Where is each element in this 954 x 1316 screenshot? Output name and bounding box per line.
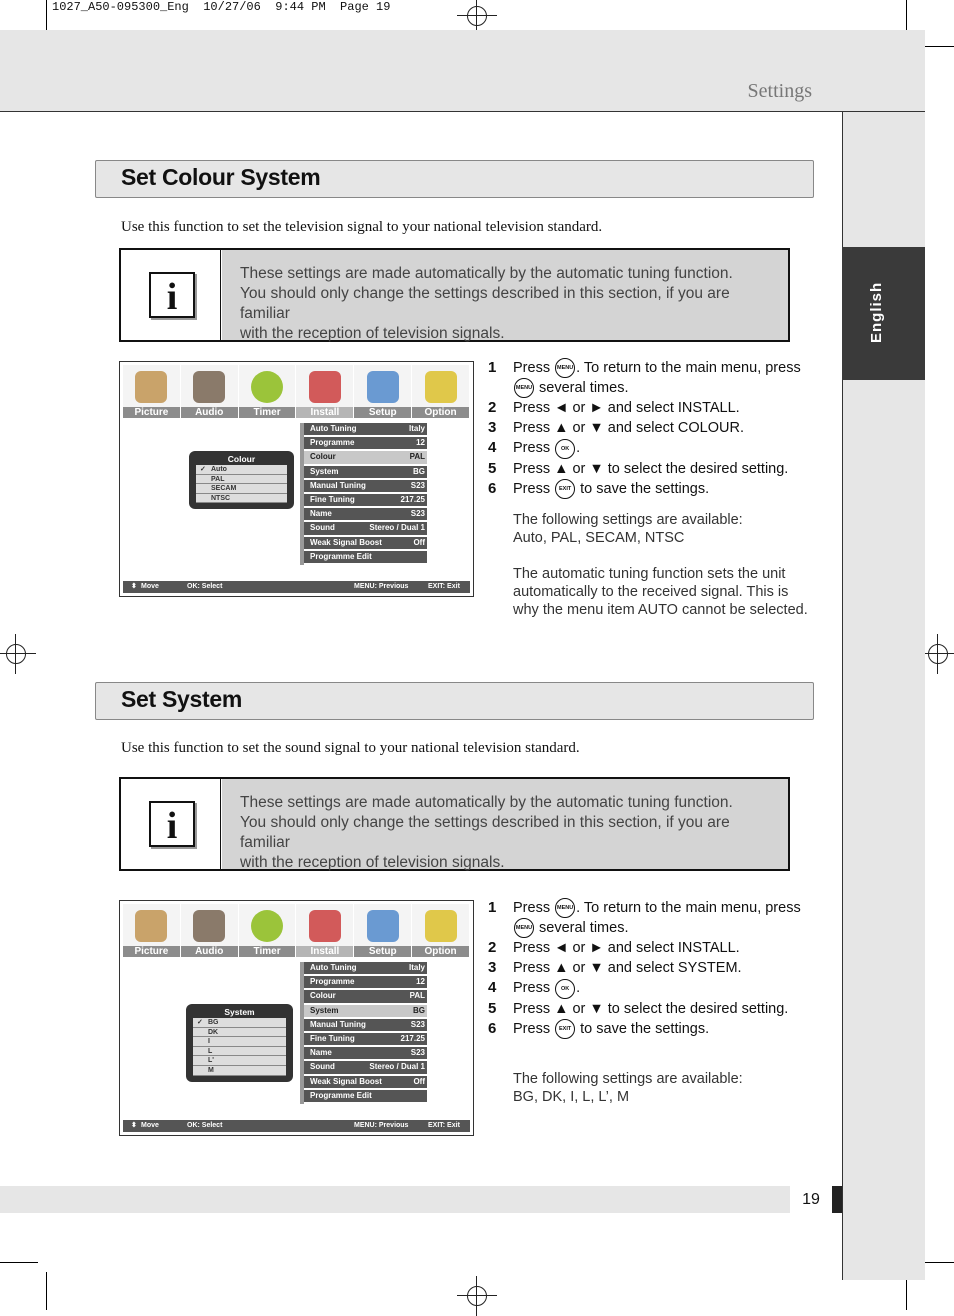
tab-timer: Timer	[239, 365, 297, 418]
tv-menu-footer: ⬍ Move OK: Select MENU: Previous EXIT: Exit	[123, 581, 470, 593]
menu-row-manual-tuning: Manual Tuning S23	[304, 480, 427, 494]
exit-button-icon: EXIT	[555, 1019, 575, 1039]
menu-row-system: System BG	[304, 1005, 427, 1019]
menu-row-sound: Sound Stereo / Dual 1	[304, 1061, 427, 1075]
settings-note: The following settings are available: Auto, PAL, SECAM, NTSC	[513, 512, 743, 546]
info-text	[222, 779, 788, 869]
popup-option: L'	[193, 1056, 286, 1066]
step: 3 Press ▲ or ▼ and select SYSTEM.	[488, 959, 742, 977]
popup-option: I	[193, 1037, 286, 1047]
crop-mark	[0, 1262, 38, 1263]
menu-button-icon: MENU	[555, 358, 575, 378]
tab-install: Install	[296, 904, 354, 957]
heading-set-colour-system	[95, 160, 814, 198]
setup-icon	[367, 910, 399, 942]
exit-button-icon: EXIT	[555, 479, 575, 499]
updown-icon: ⬍	[131, 583, 137, 590]
colour-popup	[189, 451, 294, 509]
step: 5 Press ▲ or ▼ to select the desired setting.	[488, 459, 789, 477]
menu-row-weak-signal-boost: Weak Signal Boost Off	[304, 1076, 427, 1090]
info-note	[119, 248, 790, 342]
menu-row-programme: Programme 12	[304, 976, 427, 990]
tab-setup: Setup	[354, 904, 412, 957]
info-line: These settings are made automatically by the automatic tuning function.	[240, 794, 733, 811]
menu-row-programme: Programme 12	[304, 437, 427, 451]
language-tab	[842, 247, 925, 380]
info-line: with the reception of television signals.	[240, 854, 505, 871]
install-menu-list	[300, 423, 427, 565]
tab-option: Option	[412, 904, 470, 957]
steps-list	[488, 898, 818, 1039]
registration-mark-icon	[0, 634, 36, 674]
popup-option: L	[193, 1047, 286, 1057]
intro-text: Use this function to set the sound signal to your national television standard.	[121, 740, 580, 756]
steps-list	[488, 358, 818, 499]
speaker-icon	[193, 910, 225, 942]
bottom-band	[0, 1186, 790, 1213]
tv-menu-screen	[119, 900, 474, 1136]
menu-row-colour: Colour PAL	[304, 990, 427, 1004]
popup-option: NTSC	[196, 494, 287, 504]
registration-mark-icon	[457, 1276, 497, 1316]
ok-button-icon: OK	[555, 439, 575, 459]
popup-title: System	[224, 1007, 255, 1017]
step: 5 Press ▲ or ▼ to select the desired setting.	[488, 999, 789, 1017]
check-icon: ✓	[197, 1019, 203, 1026]
info-icon-cell	[121, 779, 221, 869]
info-note	[119, 777, 790, 871]
tab-picture: Picture	[123, 365, 181, 418]
popup-option: ✓ Auto	[196, 465, 287, 475]
step: 1 Press MENU . To return to the main menu, press MENU several times.	[488, 358, 818, 398]
menu-row-name: Name S23	[304, 1047, 427, 1061]
clock-icon	[251, 371, 283, 403]
settings-note: The following settings are available: BG, DK, I, L, L’, M	[513, 1071, 743, 1105]
menu-row-fine-tuning: Fine Tuning 217.25	[304, 494, 427, 508]
heading-set-system	[95, 682, 814, 720]
install-icon	[309, 910, 341, 942]
info-line: with the reception of television signals.	[240, 325, 505, 342]
step: 2 Press ◄ or ► and select INSTALL.	[488, 939, 740, 957]
picture-icon	[135, 910, 167, 942]
tab-option: Option	[412, 365, 470, 418]
crop-mark	[46, 1272, 47, 1310]
popup-option: PAL	[196, 475, 287, 485]
check-icon: ✓	[200, 466, 206, 473]
menu-row-auto-tuning: Auto Tuning Italy	[304, 962, 427, 976]
install-icon	[309, 371, 341, 403]
menu-row-colour: Colour PAL	[304, 451, 427, 465]
tab-setup: Setup	[354, 365, 412, 418]
menu-row-system: System BG	[304, 466, 427, 480]
ok-button-icon: OK	[555, 979, 575, 999]
print-header: 1027_A50-095300_Eng 10/27/06 9:44 PM Page 19	[52, 0, 391, 14]
info-line: You should only change the settings described in this section, if you are familiar	[240, 814, 730, 851]
page-marker	[832, 1186, 842, 1213]
step: 6 Press EXIT to save the settings.	[488, 479, 818, 499]
intro-text: Use this function to set the television signal to your national television standard.	[121, 219, 603, 235]
menu-button-icon: MENU	[555, 898, 575, 918]
language-label: English	[868, 281, 885, 343]
menu-row-sound: Sound Stereo / Dual 1	[304, 522, 427, 536]
clock-icon	[251, 910, 283, 942]
popup-option: SECAM	[196, 484, 287, 494]
speaker-icon	[193, 371, 225, 403]
tab-timer: Timer	[239, 904, 297, 957]
updown-icon: ⬍	[131, 1122, 137, 1129]
tv-menu-screen	[119, 361, 474, 597]
menu-row-weak-signal-boost: Weak Signal Boost Off	[304, 537, 427, 551]
popup-option: M	[193, 1066, 286, 1076]
menu-row-manual-tuning: Manual Tuning S23	[304, 1019, 427, 1033]
menu-row-programme-edit: Programme Edit	[304, 551, 427, 565]
info-icon-cell	[121, 250, 221, 340]
system-popup	[186, 1004, 293, 1082]
step: 2 Press ◄ or ► and select INSTALL.	[488, 399, 740, 417]
setup-icon	[367, 371, 399, 403]
tv-menu-footer: ⬍ Move OK: Select MENU: Previous EXIT: Exit	[123, 1120, 470, 1132]
info-line: These settings are made automatically by the automatic tuning function.	[240, 265, 733, 282]
tv-menu-tabs	[123, 365, 470, 418]
popup-title: Colour	[227, 454, 256, 464]
menu-row-auto-tuning: Auto Tuning Italy	[304, 423, 427, 437]
section-title: Settings	[747, 80, 812, 102]
step: 6 Press EXIT to save the settings.	[488, 1019, 818, 1039]
step: 3 Press ▲ or ▼ and select COLOUR.	[488, 419, 744, 437]
menu-row-name: Name S23	[304, 508, 427, 522]
step: 1 Press MENU . To return to the main menu, press MENU several times.	[488, 898, 818, 938]
menu-row-fine-tuning: Fine Tuning 217.25	[304, 1033, 427, 1047]
info-line: You should only change the settings described in this section, if you are familiar	[240, 285, 730, 322]
menu-button-icon: MENU	[514, 378, 534, 398]
step: 4 Press OK .	[488, 978, 818, 998]
info-text	[222, 250, 788, 340]
menu-row-programme-edit: Programme Edit	[304, 1090, 427, 1104]
popup-option: ✓ BG	[193, 1018, 286, 1028]
heading-title: Set System	[121, 686, 243, 712]
option-icon	[425, 910, 457, 942]
tv-menu-tabs	[123, 904, 470, 957]
page-number: 19	[802, 1191, 820, 1208]
tab-audio: Audio	[181, 365, 239, 418]
popup-option: DK	[193, 1028, 286, 1038]
install-menu-list	[300, 962, 427, 1104]
heading-title: Set Colour System	[121, 164, 321, 190]
menu-button-icon: MENU	[514, 918, 534, 938]
info-icon: i	[149, 801, 195, 847]
info-icon: i	[149, 272, 195, 318]
tab-audio: Audio	[181, 904, 239, 957]
auto-note: The automatic tuning function sets the unit automatically to the received signal. This is why the menu item AUTO cannot be selected.	[513, 566, 808, 618]
option-icon	[425, 371, 457, 403]
step: 4 Press OK .	[488, 438, 818, 458]
picture-icon	[135, 371, 167, 403]
tab-picture: Picture	[123, 904, 181, 957]
tab-install: Install	[296, 365, 354, 418]
